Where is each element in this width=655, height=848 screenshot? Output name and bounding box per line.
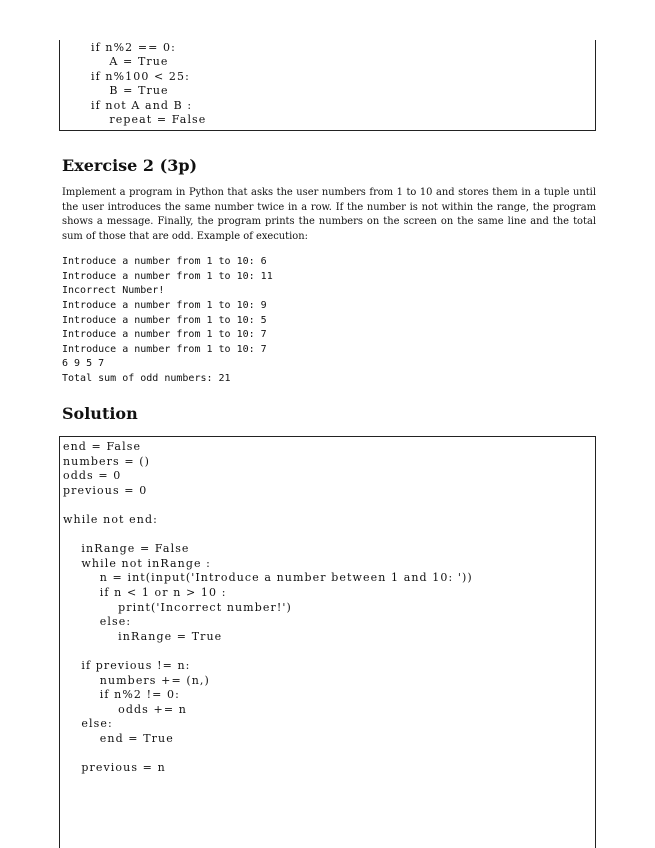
code-line: end = False bbox=[63, 440, 142, 453]
code-line: end = True bbox=[63, 732, 174, 745]
code-line: odds += n bbox=[63, 703, 187, 716]
code-line: repeat = False bbox=[91, 113, 207, 126]
code-line: else: bbox=[63, 615, 132, 628]
output-line: Introduce a number from 1 to 10: 9 bbox=[62, 300, 267, 311]
output-line: Introduce a number from 1 to 10: 11 bbox=[62, 271, 273, 282]
output-line: Introduce a number from 1 to 10: 5 bbox=[62, 315, 267, 326]
code-line: if n%100 < 25: bbox=[91, 70, 190, 83]
code-line: if n < 1 or n > 10 : bbox=[63, 586, 227, 599]
code-line: A = True bbox=[91, 55, 169, 68]
code-line: previous = n bbox=[63, 761, 166, 774]
code-line: n = int(input('Introduce a number between 1 and 10: ')) bbox=[63, 571, 473, 584]
output-line: Introduce a number from 1 to 10: 7 bbox=[62, 344, 267, 355]
code-line: inRange = False bbox=[63, 542, 190, 555]
code-line: odds = 0 bbox=[63, 469, 122, 482]
exercise-title: Exercise 2 (3p) bbox=[62, 156, 198, 175]
solution-code-block bbox=[59, 436, 596, 848]
exercise-description: Implement a program in Python that asks the user numbers from 1 to 10 and stores them in a tuple until the user introduces the same number twice in a row. If the number is not within the range, the program shows a message. Finally, the program prints the numbers on the screen on the same line and the total sum of those that are odd. Example of execution: bbox=[62, 187, 596, 243]
solution-title: Solution bbox=[62, 404, 138, 423]
code-line: if previous != n: bbox=[63, 659, 191, 672]
code-line: print('Incorrect number!') bbox=[63, 601, 292, 614]
output-line: 6 9 5 7 bbox=[62, 358, 105, 369]
code-line: if n%2 != 0: bbox=[63, 688, 180, 701]
code-line: previous = 0 bbox=[63, 484, 148, 497]
code-line: while not end: bbox=[63, 513, 158, 526]
previous-code-block bbox=[59, 40, 596, 131]
code-line: while not inRange : bbox=[63, 557, 211, 570]
code-line: if not A and B : bbox=[91, 99, 193, 112]
code-line: numbers += (n,) bbox=[63, 674, 210, 687]
output-line: Total sum of odd numbers: 21 bbox=[62, 373, 231, 384]
code-line: else: bbox=[63, 717, 113, 730]
output-line: Introduce a number from 1 to 10: 7 bbox=[62, 329, 267, 340]
code-line: if n%2 == 0: bbox=[91, 41, 176, 54]
code-line: inRange = True bbox=[63, 630, 223, 643]
code-line: B = True bbox=[91, 84, 169, 97]
output-line: Introduce a number from 1 to 10: 6 bbox=[62, 256, 267, 267]
output-line: Incorrect Number! bbox=[62, 285, 165, 296]
code-line: numbers = () bbox=[63, 455, 151, 468]
